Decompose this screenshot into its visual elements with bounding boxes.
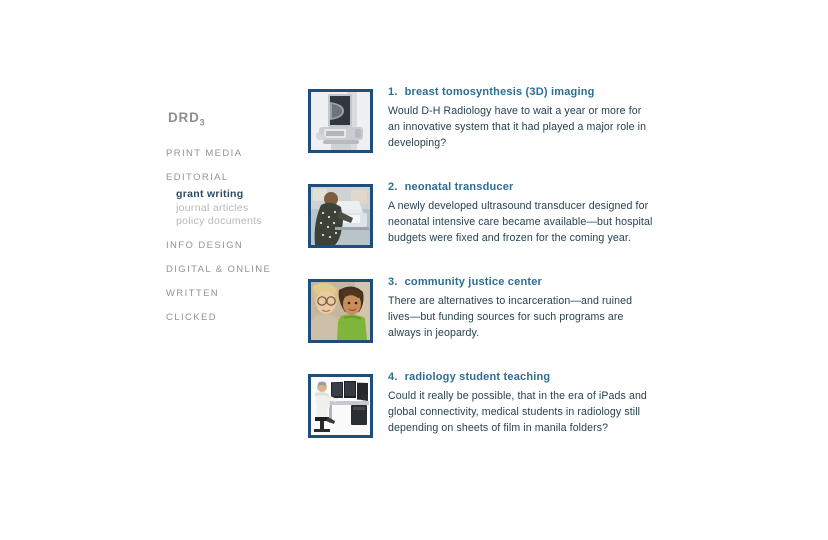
portfolio-item-4: [308, 371, 708, 438]
item-title: radiology student teaching: [404, 371, 551, 383]
woman-and-child-image: [311, 282, 370, 340]
sidebar-item-print-media[interactable]: PRINT MEDIA: [166, 148, 243, 159]
item-title: neonatal transducer: [404, 181, 514, 193]
portfolio-item-1: [308, 86, 708, 153]
logo-text: DRD: [168, 110, 200, 125]
item-number: 1.: [388, 86, 398, 98]
portfolio-item-4-description: Could it really be possible, that in the era of iPads and global connectivity, medical students in radiology still depending on sheets of film in manila folders?: [388, 390, 647, 434]
portfolio-item-2-title[interactable]: [388, 181, 656, 193]
woman-and-child-thumbnail[interactable]: [308, 279, 373, 343]
mammography-scanner-image: [311, 92, 370, 150]
logo-subscript: 3: [199, 117, 206, 128]
portfolio-item-1-title[interactable]: [388, 86, 656, 98]
mammography-scanner-thumbnail[interactable]: [308, 89, 373, 153]
sidebar-item-editorial[interactable]: EDITORIAL: [166, 172, 229, 183]
nicu-nurse-incubator-image: [311, 187, 370, 245]
sidebar-item-clicked[interactable]: CLICKED: [166, 312, 217, 323]
sidebar-item-written[interactable]: WRITTEN: [166, 288, 220, 299]
item-title: community justice center: [404, 276, 543, 288]
portfolio-item-2-description: A newly developed ultrasound transducer designed for neonatal intensive care became available—but hospital budgets were fixed and frozen for the coming year.: [388, 200, 653, 244]
radiologist-workstation-image: [311, 377, 370, 435]
sidebar-item-journal-articles[interactable]: journal articles: [176, 202, 249, 214]
site-logo[interactable]: [168, 110, 205, 128]
portfolio-item-4-title[interactable]: [388, 371, 656, 383]
item-number: 2.: [388, 181, 398, 193]
portfolio-item-4-text: [388, 371, 656, 436]
item-number: 4.: [388, 371, 398, 383]
radiologist-workstation-thumbnail[interactable]: [308, 374, 373, 438]
portfolio-item-2: [308, 181, 708, 248]
sidebar-item-digital-online[interactable]: DIGITAL & ONLINE: [166, 264, 272, 275]
portfolio-item-1-description: Would D-H Radiology have to wait a year or more for an innovative system that it had played a major role in developing?: [388, 105, 647, 149]
portfolio-item-2-text: [388, 181, 656, 246]
portfolio-item-3-title[interactable]: [388, 276, 656, 288]
sidebar-item-policy-documents[interactable]: policy documents: [176, 215, 262, 227]
item-title: breast tomosynthesis (3D) imaging: [404, 86, 595, 98]
portfolio-list: [308, 86, 708, 466]
portfolio-item-3-description: There are alternatives to incarceration—and ruined lives—but funding sources for such programs are always in jeopardy.: [388, 295, 633, 339]
portfolio-item-3-text: [388, 276, 656, 341]
nicu-nurse-thumbnail[interactable]: [308, 184, 373, 248]
sidebar-item-info-design[interactable]: INFO DESIGN: [166, 240, 244, 251]
portfolio-item-1-text: [388, 86, 656, 151]
portfolio-item-3: [308, 276, 708, 343]
sidebar-item-grant-writing[interactable]: grant writing: [176, 188, 244, 200]
item-number: 3.: [388, 276, 398, 288]
